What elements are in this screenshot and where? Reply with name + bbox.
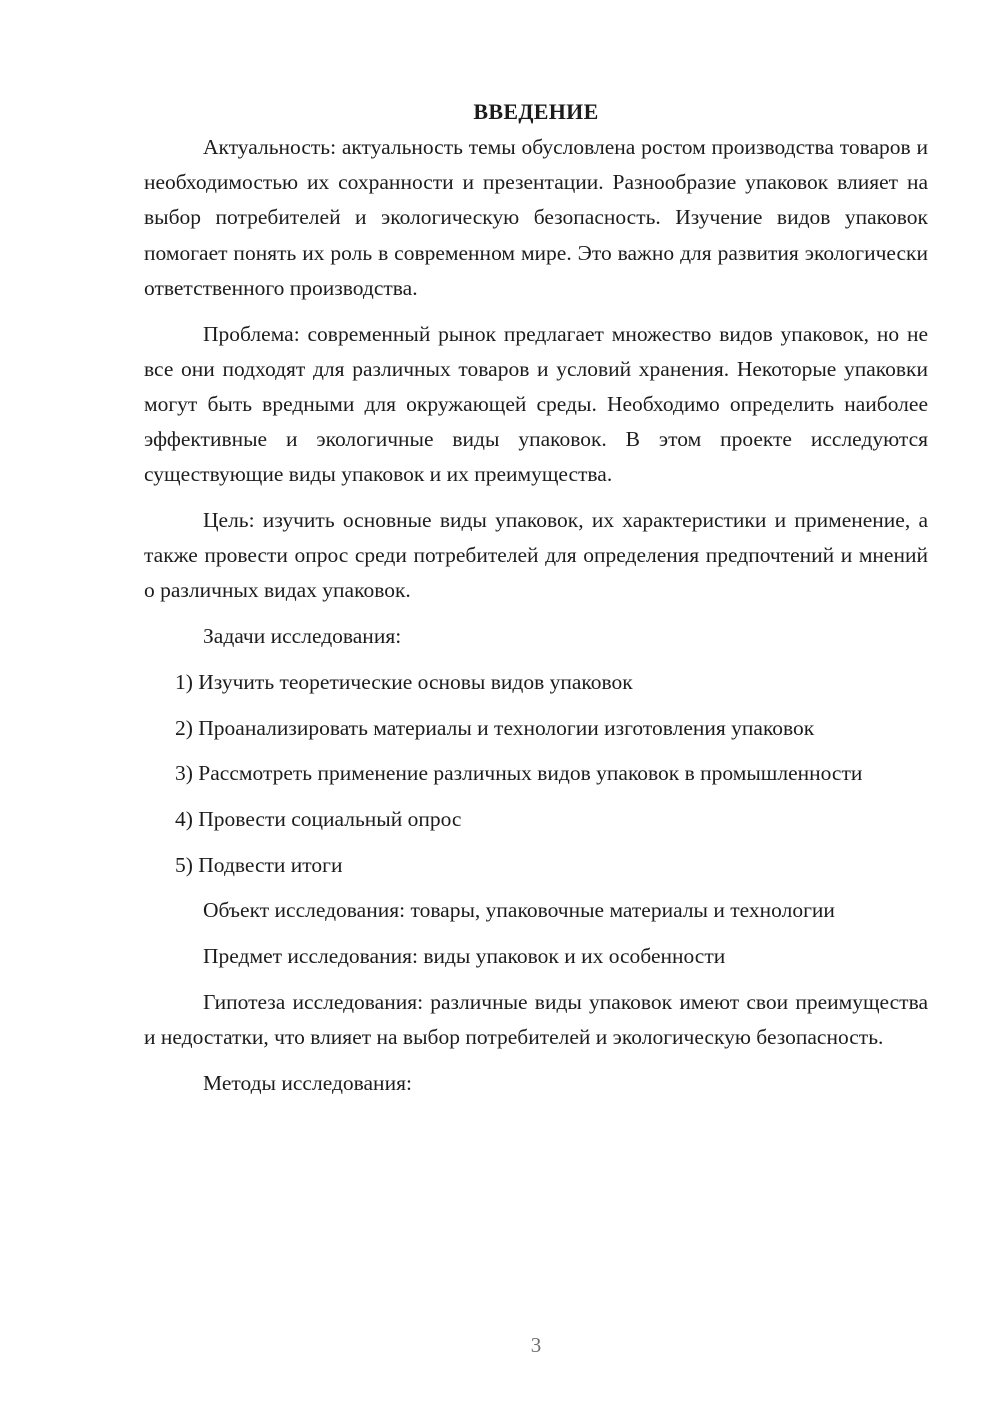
task-item-2: 2) Проанализировать материалы и технологии изготовления упаковок: [175, 715, 815, 740]
tasks-heading: Задачи исследования:: [203, 624, 402, 649]
task-item-1: 1) Изучить теоретические основы видов упаковок: [175, 669, 633, 694]
paragraph-goal: Цель: изучить основные виды упаковок, их характеристики и применение, а также провести опрос среди потребителей для определения предпочтений и мнений о различных видах упаковок.: [144, 508, 928, 603]
task-item-4: 4) Провести социальный опрос: [175, 806, 462, 831]
task-item-5: 5) Подвести итоги: [175, 852, 343, 877]
paragraph-methods: Методы исследования:: [203, 1070, 412, 1095]
paragraph-hypothesis: Гипотеза исследования: различные виды упаковок имеют свои преимущества и недостатки, что влияет на выбор потребителей и экологическую безопасность.: [144, 989, 928, 1049]
paragraph-relevance: Актуальность: актуальность темы обусловлена ростом производства товаров и необходимостью их сохранности и презентации. Разнообразие упаковок влияет на выбор потребителей и экологическую безопасность. Изучение видов упаковок помогает понять их роль в современном мире. Это важно для развития экологически ответственного производства.: [144, 135, 928, 300]
paragraph-subject: Предмет исследования: виды упаковок и их особенности: [203, 944, 726, 969]
page-number: 3: [530, 1333, 542, 1357]
section-title: ВВЕДЕНИЕ: [473, 99, 599, 124]
paragraph-object: Объект исследования: товары, упаковочные материалы и технологии: [203, 898, 835, 923]
paragraph-problem: Проблема: современный рынок предлагает множество видов упаковок, но не все они подходят для различных товаров и условий хранения. Некоторые упаковки могут быть вредными для окружающей среды. Необходимо определить наиболее эффективные и экологичные виды упаковок. В этом проекте исследуются существующие виды упаковок и их преимущества.: [144, 321, 928, 487]
task-item-3: 3) Рассмотреть применение различных видов упаковок в промышленности: [175, 761, 863, 786]
document-page: [144, 94, 928, 1111]
